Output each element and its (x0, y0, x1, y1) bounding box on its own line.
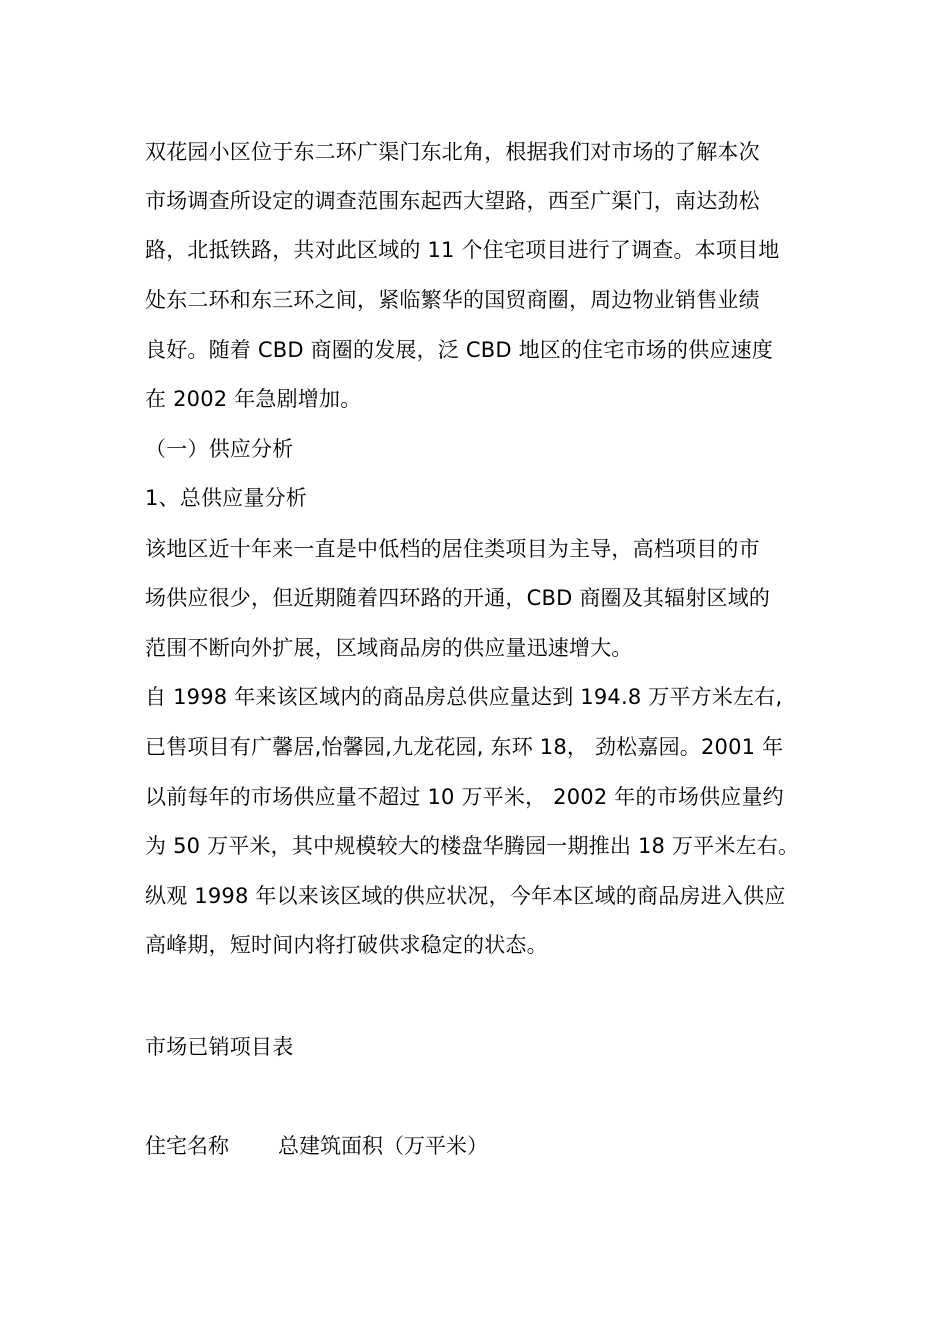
table-header-row (145, 1132, 488, 1160)
para2-line-2: 场供应很少，但近期随着四环路的开通，CBD 商圈及其辐射区域的 (145, 586, 771, 610)
para3-line-4: 为 50 万平米，其中规模较大的楼盘华腾园一期推出 18 万平米左右。 (145, 834, 800, 858)
para3-line-6: 高峰期，短时间内将打破供求稳定的状态。 (145, 933, 548, 957)
subsection-heading: 1、总供应量分析 (145, 486, 307, 510)
para3-line-5: 纵观 1998 年以来该区域的供应状况，今年本区域的商品房进入供应 (145, 884, 786, 908)
intro-line-1: 双花园小区位于东二环广渠门东北角，根据我们对市场的了解本次 (145, 140, 760, 164)
table-title: 市场已销项目表 (145, 1035, 294, 1059)
intro-line-2: 市场调查所设定的调查范围东起西大望路，西至广渠门，南达劲松 (145, 189, 760, 213)
intro-line-3: 路，北抵铁路，共对此区域的 11 个住宅项目进行了调查。本项目地 (145, 238, 780, 262)
intro-line-5: 良好。随着 CBD 商圈的发展，泛 CBD 地区的住宅市场的供应速度 (145, 338, 773, 362)
para3-line-3: 以前每年的市场供应量不超过 10 万平米， 2002 年的市场供应量约 (145, 785, 784, 809)
table-column-area: 总建筑面积（万平米） (278, 1134, 488, 1158)
table-column-name: 住宅名称 (145, 1134, 229, 1158)
intro-line-4: 处东二环和东三环之间，紧临繁华的国贸商圈，周边物业销售业绩 (145, 288, 760, 312)
para2-line-1: 该地区近十年来一直是中低档的居住类项目为主导，高档项目的市 (145, 537, 760, 561)
para2-line-3: 范围不断向外扩展，区域商品房的供应量迅速增大。 (145, 636, 633, 660)
intro-line-6: 在 2002 年急剧增加。 (145, 387, 362, 411)
para3-line-1: 自 1998 年来该区域内的商品房总供应量达到 194.8 万平方米左右, (145, 685, 783, 709)
para3-line-2: 已售项目有广馨居,怡馨园,九龙花园, 东环 18， 劲松嘉园。2001 年 (145, 735, 784, 759)
section-heading: （一）供应分析 (145, 437, 294, 461)
